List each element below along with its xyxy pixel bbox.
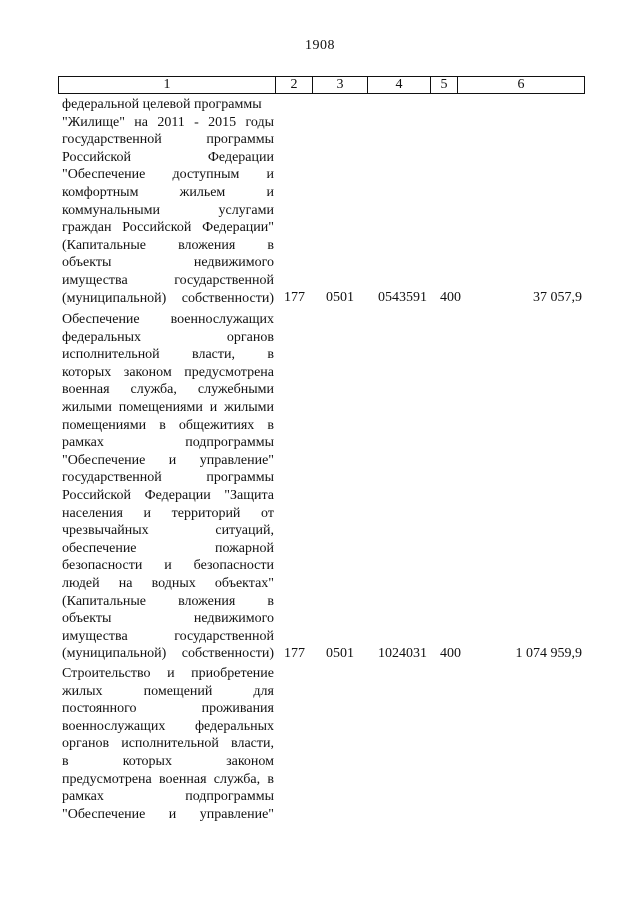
description-line: объекты недвижимого <box>62 255 274 271</box>
column-header-1: 1 <box>59 77 276 94</box>
target-code: 1024031 <box>378 646 427 661</box>
ministry-code: 177 <box>284 290 305 305</box>
description-line: "Обеспечение доступным и <box>62 167 274 183</box>
description-line: (муниципальной) собственности) <box>62 290 274 306</box>
description-line: государственной программы <box>62 132 274 148</box>
description-line: обеспечение пожарной <box>62 540 274 556</box>
amount: 37 057,9 <box>533 290 582 305</box>
page-number: 1908 <box>305 38 335 53</box>
description-line: предусмотрена военная служба, в <box>62 771 274 787</box>
description-line: людей на водных объектах" <box>62 575 274 591</box>
description-line: государственной программы <box>62 470 274 486</box>
description-line: Обеспечение военнослужащих <box>62 312 274 327</box>
description-line: безопасности и безопасности <box>62 558 274 574</box>
column-header-6: 6 <box>458 77 585 94</box>
description-line: объекты недвижимого <box>62 611 274 627</box>
column-header-4: 4 <box>368 77 431 94</box>
description-line: постоянного проживания <box>62 701 274 717</box>
description-line: жилых помещений для <box>62 683 274 699</box>
description-line: федеральных органов <box>62 329 274 345</box>
row-description <box>62 96 274 307</box>
description-line: (муниципальной) собственности) <box>62 646 274 662</box>
description-line: исполнительной власти, в <box>62 347 274 363</box>
description-line: военная служба, служебными <box>62 382 274 398</box>
description-line: имущества государственной <box>62 628 274 644</box>
description-line: "Обеспечение и управление" <box>62 452 274 468</box>
description-line: (Капитальные вложения в <box>62 593 274 609</box>
description-line: органов исполнительной власти, <box>62 736 274 752</box>
description-line: жилыми помещениями и жилыми <box>62 399 274 415</box>
row-description <box>62 665 274 823</box>
table-header <box>58 76 585 94</box>
description-line: "Обеспечение и управление" <box>62 806 274 822</box>
section-code: 0501 <box>326 646 354 661</box>
target-code: 0543591 <box>378 290 427 305</box>
description-line: которых законом предусмотрена <box>62 364 274 380</box>
description-line: граждан Российской Федерации" <box>62 220 274 236</box>
description-line: Российской Федерации <box>62 149 274 165</box>
description-line: рамках подпрограммы <box>62 435 274 451</box>
row-description <box>62 311 274 663</box>
column-header-3: 3 <box>313 77 368 94</box>
description-line: федеральной целевой программы <box>62 97 262 112</box>
description-line: комфортным жильем и <box>62 184 274 200</box>
column-header-2: 2 <box>276 77 313 94</box>
description-line: населения и территорий от <box>62 505 274 521</box>
description-line: Российской Федерации "Защита <box>62 487 274 503</box>
description-line: военнослужащих федеральных <box>62 718 274 734</box>
expense-type-code: 400 <box>440 290 461 305</box>
description-line: "Жилище" на 2011 - 2015 годы <box>62 114 274 130</box>
ministry-code: 177 <box>284 646 305 661</box>
description-line: (Капитальные вложения в <box>62 237 274 253</box>
column-header-5: 5 <box>431 77 458 94</box>
description-line: коммунальными услугами <box>62 202 274 218</box>
section-code: 0501 <box>326 290 354 305</box>
amount: 1 074 959,9 <box>515 646 582 661</box>
description-line: помещениями в общежитиях в <box>62 417 274 433</box>
description-line: рамках подпрограммы <box>62 789 274 805</box>
description-line: чрезвычайных ситуаций, <box>62 523 274 539</box>
description-line: Строительство и приобретение <box>62 666 274 681</box>
description-line: в которых законом <box>62 753 274 769</box>
expense-type-code: 400 <box>440 646 461 661</box>
description-line: имущества государственной <box>62 272 274 288</box>
